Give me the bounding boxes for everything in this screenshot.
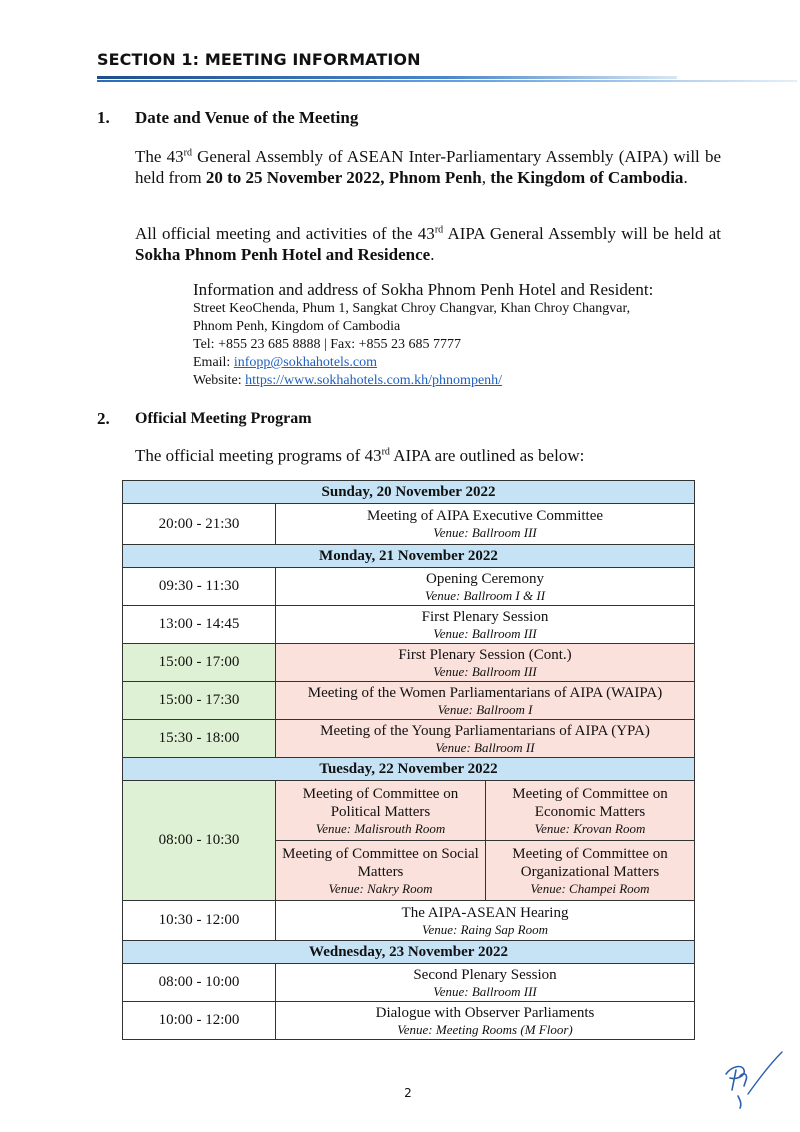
item2-heading: Official Meeting Program [135,410,312,427]
item1-heading: Date and Venue of the Meeting [135,108,359,127]
table-row [123,682,695,720]
title-underline [97,76,677,79]
hotel-address-block [193,280,713,390]
day-header-row [123,481,695,504]
table-row [123,781,695,841]
address-line1: Street KeoChenda, Phum 1, Sangkat Chroy Changvar, Khan Chroy Changvar, [193,301,631,316]
time-cell: 13:00 - 14:45 [123,606,276,644]
event-cell: Meeting of the Women Parliamentarians of AIPA (WAIPA) Venue: Ballroom I [276,682,695,720]
activities-paragraph: All official meeting and activities of the 43rd AIPA General Assembly will be held at Sokha Phnom Penh Hotel and Residence. [135,224,721,264]
signature-initials-icon [718,1050,784,1110]
venue-paragraph: The 43rd General Assembly of ASEAN Inter-Parliamentary Assembly (AIPA) will be held from 20 to 25 November 2022, Phnom Penh, the Kingdom of Cambodia. [135,147,721,187]
item1-number: 1. [97,108,110,127]
event-cell: Dialogue with Observer Parliaments Venue: Meeting Rooms (M Floor) [276,1002,695,1040]
event-cell: First Plenary Session Venue: Ballroom III [276,606,695,644]
table-row [123,964,695,1002]
table-row [123,901,695,941]
day-header-row [123,545,695,568]
event-cell: Meeting of AIPA Executive Committee Venue: Ballroom III [276,504,695,545]
committee-cell: Meeting of Committee on Organizational Matters Venue: Champei Room [486,841,695,901]
day-header-row [123,758,695,781]
time-cell: 10:00 - 12:00 [123,1002,276,1040]
time-cell: 09:30 - 11:30 [123,568,276,606]
hotel-email-link[interactable]: infopp@sokhahotels.com [233,355,377,370]
page-number: 2 [404,1086,412,1100]
table-row [123,606,695,644]
hotel-website-row: Website: https://www.sokhahotels.com.kh/phnompenh/ [193,373,503,388]
day-header: Monday, 21 November 2022 [123,545,695,568]
item2-number: 2. [97,409,110,428]
event-cell: First Plenary Session (Cont.) Venue: Ballroom III [276,644,695,682]
hotel-website-link[interactable]: https://www.sokhahotels.com.kh/phnompenh/ [245,373,503,388]
time-cell: 15:30 - 18:00 [123,720,276,758]
event-cell: Second Plenary Session Venue: Ballroom III [276,964,695,1002]
table-row [123,568,695,606]
time-cell: 20:00 - 21:30 [123,504,276,545]
program-table [122,480,695,1040]
time-cell: 08:00 - 10:00 [123,964,276,1002]
day-header-row [123,941,695,964]
section-title: SECTION 1: MEETING INFORMATION [97,50,421,69]
day-header: Sunday, 20 November 2022 [123,481,695,504]
address-lead: Information and address of Sokha Phnom Penh Hotel and Resident: [193,280,654,299]
table-row [123,720,695,758]
event-cell: The AIPA-ASEAN Hearing Venue: Raing Sap Room [276,901,695,941]
event-cell: Meeting of the Young Parliamentarians of AIPA (YPA) Venue: Ballroom II [276,720,695,758]
time-cell: 15:00 - 17:30 [123,682,276,720]
hotel-phone: Tel: +855 23 685 8888 | Fax: +855 23 685 7777 [193,337,462,352]
event-cell: Opening Ceremony Venue: Ballroom I & II [276,568,695,606]
title-underline-accent [97,80,797,82]
time-cell: 08:00 - 10:30 [123,781,276,901]
address-line2: Phnom Penh, Kingdom of Cambodia [193,319,401,334]
committee-cell: Meeting of Committee on Economic Matters Venue: Krovan Room [486,781,695,841]
table-row [123,504,695,545]
table-row [123,644,695,682]
day-header: Tuesday, 22 November 2022 [123,758,695,781]
table-row [123,1002,695,1040]
time-cell: 15:00 - 17:00 [123,644,276,682]
hotel-email-row: Email: infopp@sokhahotels.com [193,355,377,370]
committee-cell: Meeting of Committee on Social Matters Venue: Nakry Room [276,841,486,901]
day-header: Wednesday, 23 November 2022 [123,941,695,964]
time-cell: 10:30 - 12:00 [123,901,276,941]
committee-cell: Meeting of Committee on Political Matters Venue: Malisrouth Room [276,781,486,841]
program-intro: The official meeting programs of 43rd AIPA are outlined as below: [135,446,585,465]
